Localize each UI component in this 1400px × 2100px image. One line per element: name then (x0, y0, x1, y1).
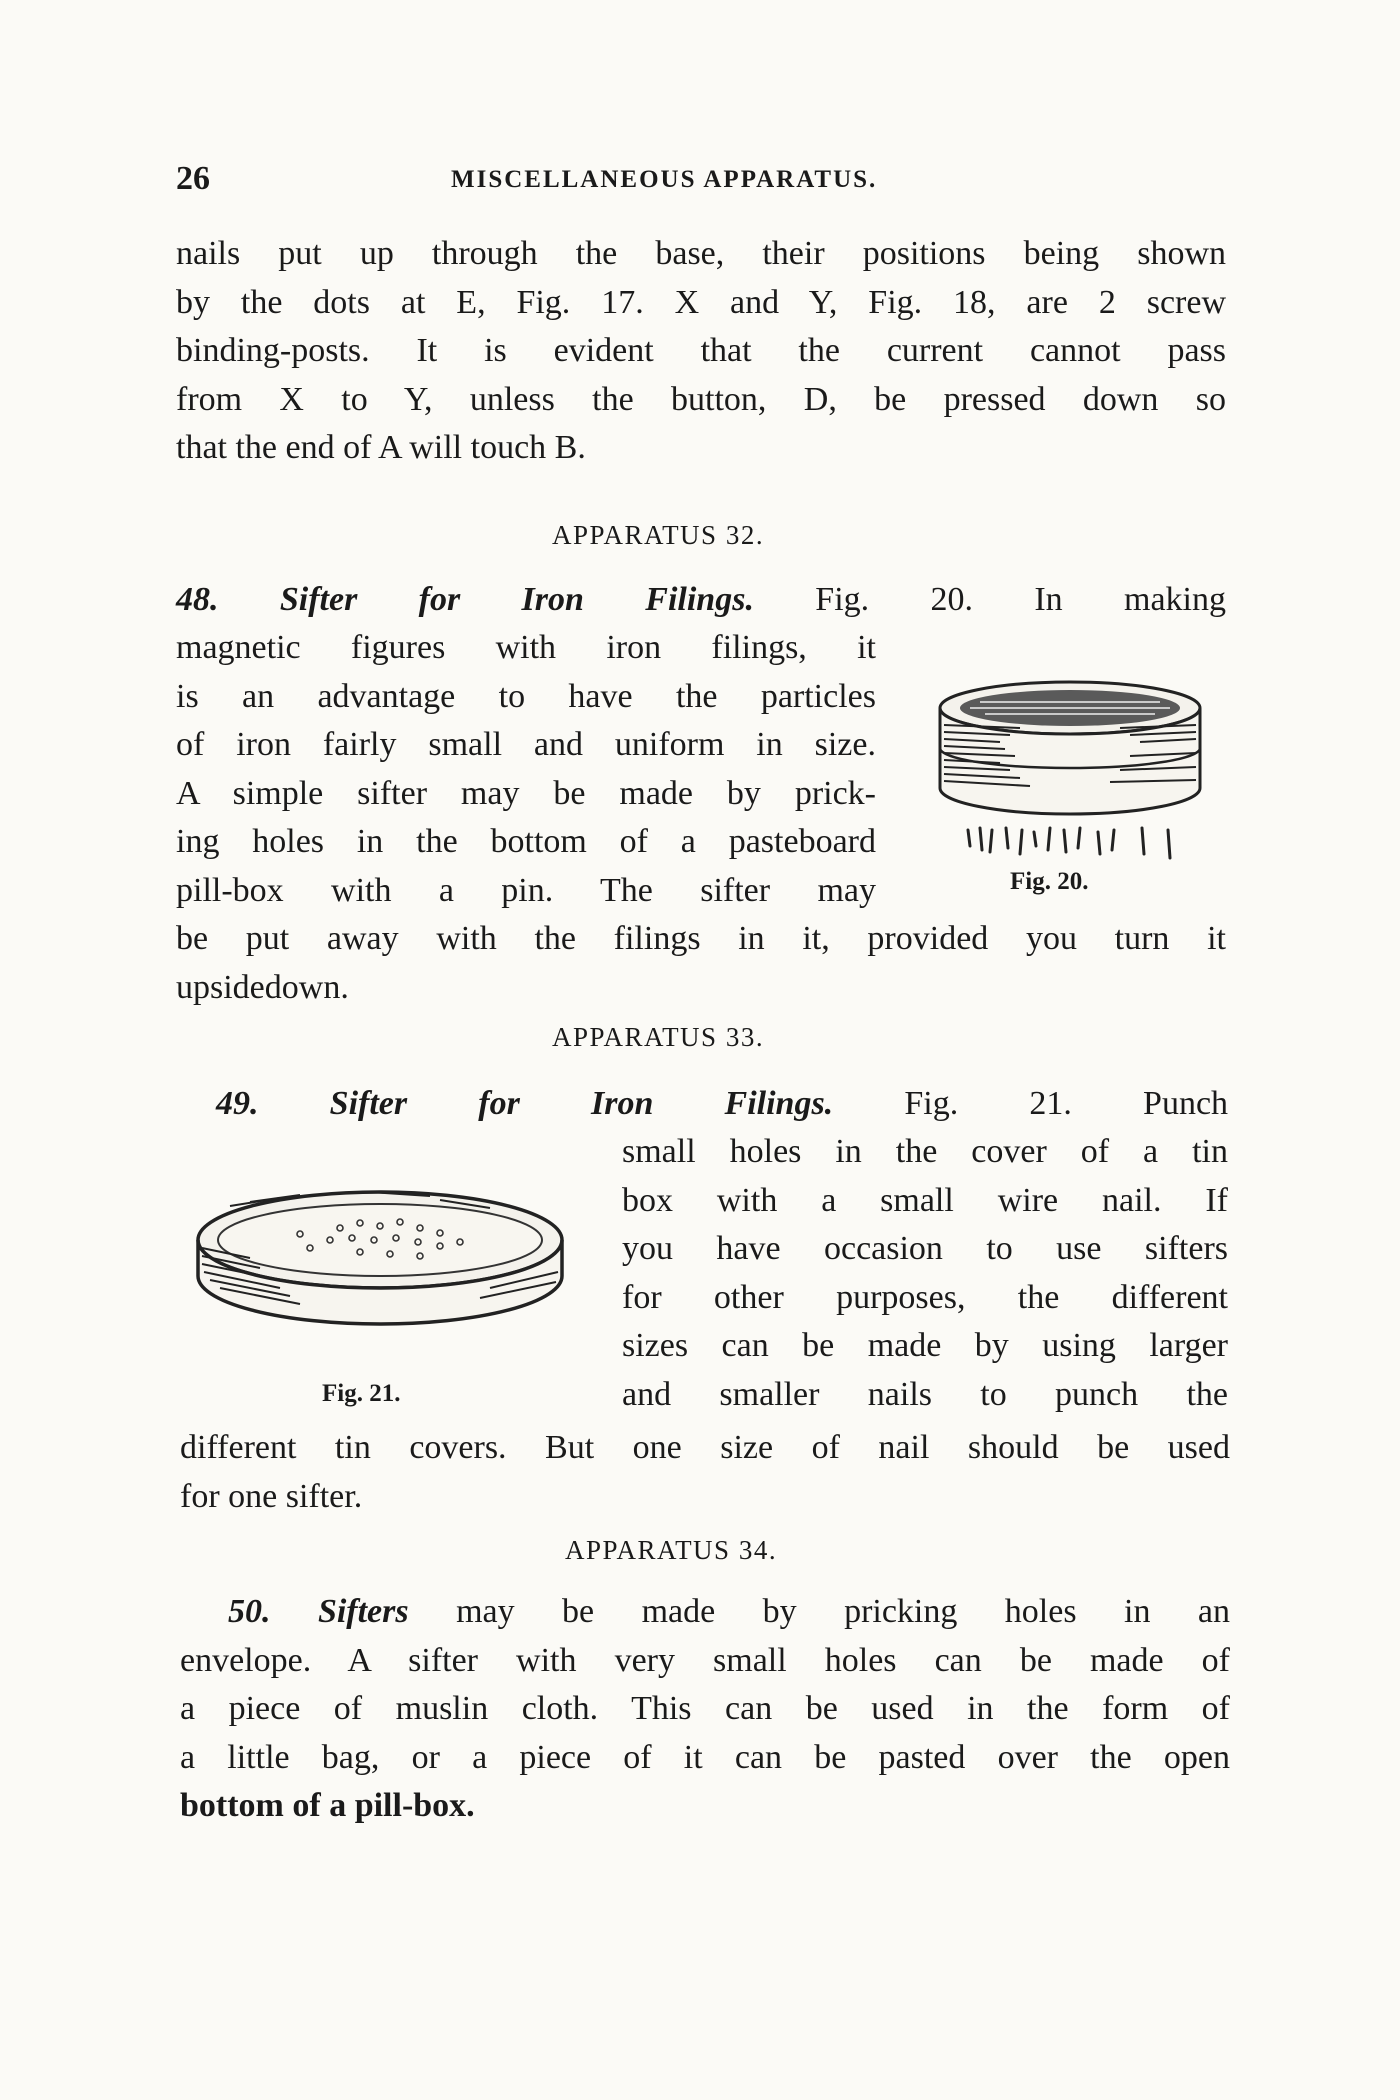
section-figure-ref: Fig. 20. In making (815, 581, 1227, 618)
intro-paragraph (176, 230, 1226, 473)
text-line: for one sifter. (180, 1477, 363, 1515)
apparatus-heading-34: APPARATUS 34. (565, 1535, 778, 1565)
apparatus-heading-33: APPARATUS 33. (552, 1022, 765, 1052)
text-line: ing holes in the bottom of a pasteboard (176, 823, 876, 860)
text-line: box with a small wire nail. If (622, 1181, 1228, 1219)
text-line: binding-posts. It is evident that the current cannot pass (176, 332, 1226, 369)
section-48-tail (176, 915, 1226, 1012)
text-line: a little bag, or a piece of it can be pasted over the open (180, 1738, 1230, 1776)
pill-box-sifter-illustration (930, 670, 1210, 870)
section-number: 49. (216, 1085, 259, 1122)
text-line: different tin covers. But one size of nail should be used (180, 1429, 1230, 1466)
text-line: for other purposes, the different (622, 1278, 1228, 1316)
text-line: nails put up through the base, their positions being shown (176, 235, 1226, 272)
text-line: sizes can be made by using larger (622, 1327, 1228, 1364)
figure-20-caption: Fig. 20. (1010, 868, 1089, 895)
text-line: pill-box with a pin. The sifter may (176, 871, 876, 909)
text-line: you have occasion to use sifters (622, 1230, 1228, 1267)
page-number: 26 (176, 160, 210, 197)
section-49-tail (180, 1424, 1230, 1521)
section-title: Sifter for Iron Filings. (279, 581, 754, 618)
text-line: a piece of muslin cloth. This can be used in the form of (180, 1690, 1230, 1727)
section-title: Sifters (317, 1593, 409, 1630)
text-line: upsidedown. (176, 968, 349, 1006)
section-text: may be made by pricking holes in an (456, 1593, 1230, 1630)
section-figure-ref: Fig. 21. Punch (904, 1085, 1229, 1122)
section-48-body (176, 624, 876, 915)
tin-cover-sifter-illustration (190, 1178, 570, 1338)
section-number: 50. (228, 1593, 271, 1630)
text-line: by the dots at E, Fig. 17. X and Y, Fig. 18, are 2 screw (176, 283, 1226, 321)
figure-21-caption: Fig. 21. (322, 1380, 401, 1407)
page-header (176, 160, 1236, 200)
text-line: bottom of a pill-box. (180, 1787, 475, 1824)
text-line: be put away with the filings in it, provided you turn it (176, 920, 1226, 957)
section-50 (180, 1588, 1230, 1831)
section-title: Sifter for Iron Filings. (329, 1085, 834, 1122)
text-line: small holes in the cover of a tin (622, 1133, 1228, 1170)
text-line: from X to Y, unless the button, D, be pressed down so (176, 380, 1226, 418)
section-49-first-line (216, 1080, 1228, 1129)
section-49-body (622, 1128, 1228, 1419)
text-line: is an advantage to have the particles (176, 677, 876, 715)
running-head: MISCELLANEOUS APPARATUS. (451, 166, 878, 193)
text-line: magnetic figures with iron filings, it (176, 629, 876, 666)
text-line: A simple sifter may be made by prick- (176, 774, 876, 812)
text-line: that the end of A will touch B. (176, 429, 586, 466)
apparatus-heading-32: APPARATUS 32. (552, 520, 765, 550)
text-line: envelope. A sifter with very small holes can be made of (180, 1641, 1230, 1679)
section-48-first-line (176, 576, 1226, 625)
section-number: 48. (176, 581, 219, 618)
text-line: of iron fairly small and uniform in size. (176, 726, 876, 763)
text-line: and smaller nails to punch the (622, 1375, 1228, 1413)
